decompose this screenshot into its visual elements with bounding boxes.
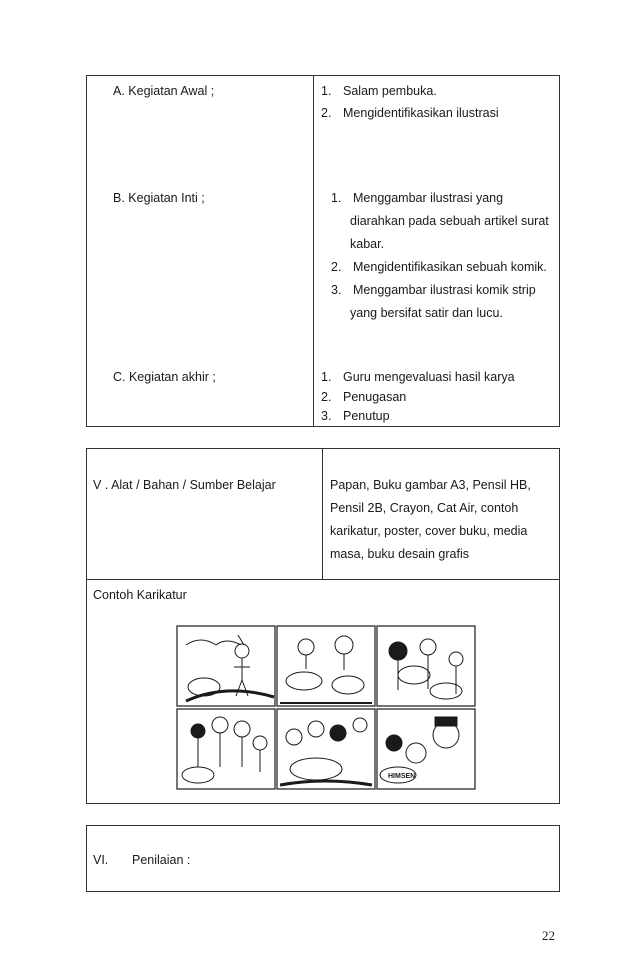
section-c-label: C. Kegiatan akhir ; — [113, 370, 216, 384]
section-c-item-3 — [321, 405, 390, 427]
item-text: Mengidentifikasikan ilustrasi — [343, 106, 499, 120]
section-b-item-2 — [331, 256, 547, 278]
item-number: 1. — [321, 84, 332, 98]
comic-panel — [277, 626, 375, 706]
alat-table-divider — [322, 448, 323, 579]
item-number: 1. — [321, 370, 332, 384]
alat-line-3: karikatur, poster, cover buku, media — [330, 524, 528, 538]
item-text: Penugasan — [343, 390, 407, 404]
alat-line-4: masa, buku desain grafis — [330, 547, 469, 561]
section-b-item-3 — [331, 279, 536, 301]
section-a-item-1 — [321, 80, 437, 102]
alat-line-2: Pensil 2B, Crayon, Cat Air, contoh — [330, 501, 519, 515]
section-b-label: B. Kegiatan Inti ; — [113, 191, 205, 205]
kegiatan-table-divider — [313, 75, 314, 427]
item-text: Guru mengevaluasi hasil karya — [343, 370, 515, 384]
alat-table-row-divider — [86, 579, 560, 580]
page-number: 22 — [542, 928, 555, 943]
alat-label: V . Alat / Bahan / Sumber Belajar — [93, 478, 276, 492]
section-a-label: A. Kegiatan Awal ; — [113, 84, 215, 98]
item-number: 2. — [321, 390, 332, 404]
section-b-item-3-cont: yang bersifat satir dan lucu. — [350, 306, 503, 320]
item-number: 2. — [321, 106, 332, 120]
item-text: Menggambar ilustrasi komik strip — [353, 283, 536, 297]
item-text: Menggambar ilustrasi yang — [353, 191, 504, 205]
item-text: Mengidentifikasikan sebuah komik. — [353, 260, 547, 274]
item-text: Salam pembuka. — [343, 84, 437, 98]
item-number: 3. — [331, 283, 342, 297]
item-number: 3. — [321, 409, 332, 423]
section-b-item-1 — [331, 187, 503, 209]
alat-line-1: Papan, Buku gambar A3, Pensil HB, — [330, 478, 531, 492]
section-b-item-1-cont: kabar. — [350, 237, 385, 251]
item-number: 1. — [331, 191, 342, 205]
item-number: 2. — [331, 260, 342, 274]
section-c-item-1 — [321, 366, 515, 388]
item-text: Penutup — [343, 409, 390, 423]
section-a-item-2 — [321, 102, 499, 124]
section-b-item-1-cont: diarahkan pada sebuah artikel surat — [350, 214, 549, 228]
penilaian-number: VI. — [93, 853, 109, 867]
comic-bubble-text: HIMSEN — [388, 773, 416, 780]
contoh-karikatur-label: Contoh Karikatur — [93, 588, 187, 602]
penilaian-label: Penilaian : — [132, 853, 191, 867]
comic-strip-illustration — [176, 625, 476, 790]
